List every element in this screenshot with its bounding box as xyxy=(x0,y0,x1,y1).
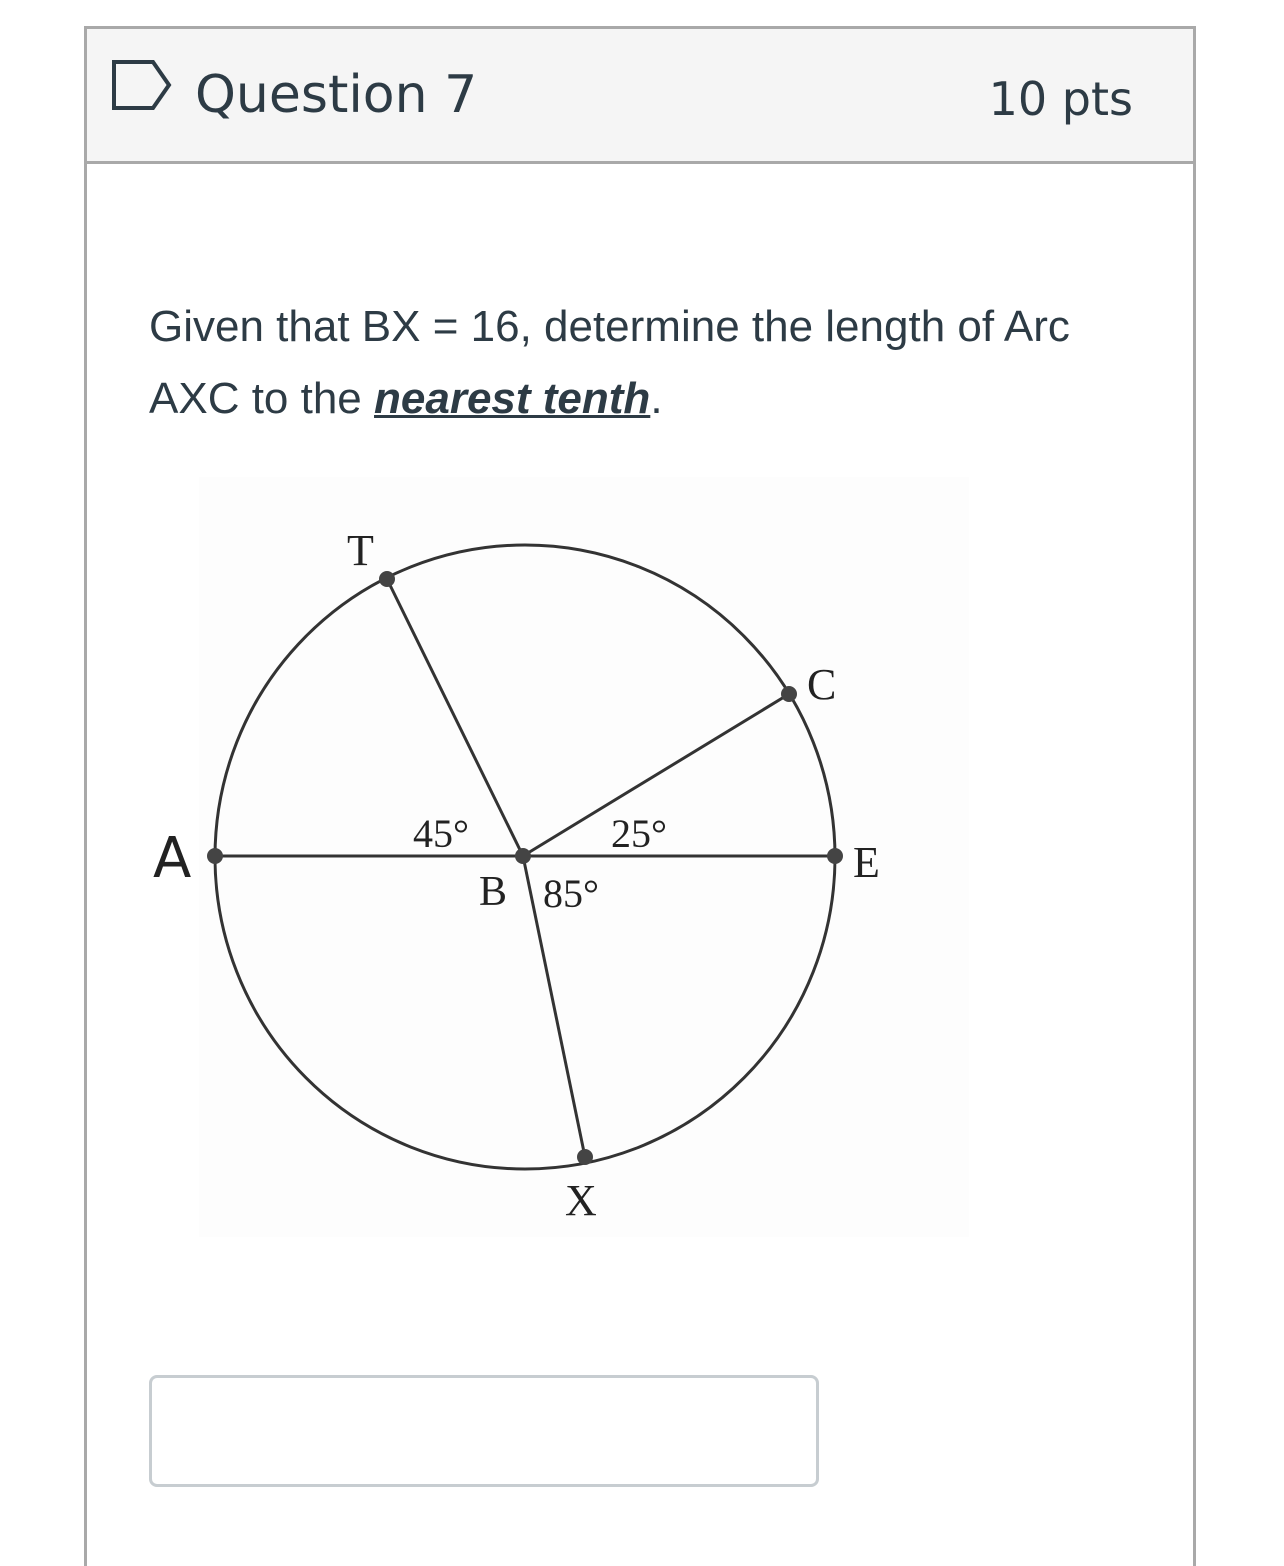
question-text-emphasis: nearest tenth xyxy=(374,374,651,423)
label-c: C xyxy=(807,660,837,709)
question-title: Question 7 xyxy=(195,65,478,125)
label-a: A xyxy=(153,826,192,891)
question-text xyxy=(149,291,1129,435)
point-a xyxy=(207,848,223,864)
point-e xyxy=(827,848,843,864)
circle-diagram-svg xyxy=(153,477,969,1237)
label-t: T xyxy=(347,526,374,575)
label-x: X xyxy=(565,1176,597,1225)
answer-input[interactable] xyxy=(149,1375,819,1487)
angle-label-85: 85° xyxy=(543,871,599,916)
circle-diagram xyxy=(153,477,969,1237)
point-t xyxy=(379,571,395,587)
point-x xyxy=(577,1149,593,1165)
label-e: E xyxy=(853,838,880,887)
question-card xyxy=(84,26,1196,1566)
angle-label-25: 25° xyxy=(611,811,667,856)
point-b xyxy=(515,848,531,864)
question-text-main: Given that BX = 16, determine the length of Arc AXC to the xyxy=(149,302,1070,423)
point-c xyxy=(781,686,797,702)
label-b: B xyxy=(479,869,508,915)
question-text-end: . xyxy=(650,374,663,423)
question-header xyxy=(87,29,1193,164)
angle-label-45: 45° xyxy=(413,811,469,856)
question-points: 10 pts xyxy=(988,72,1133,126)
flag-question-icon[interactable] xyxy=(111,59,175,111)
